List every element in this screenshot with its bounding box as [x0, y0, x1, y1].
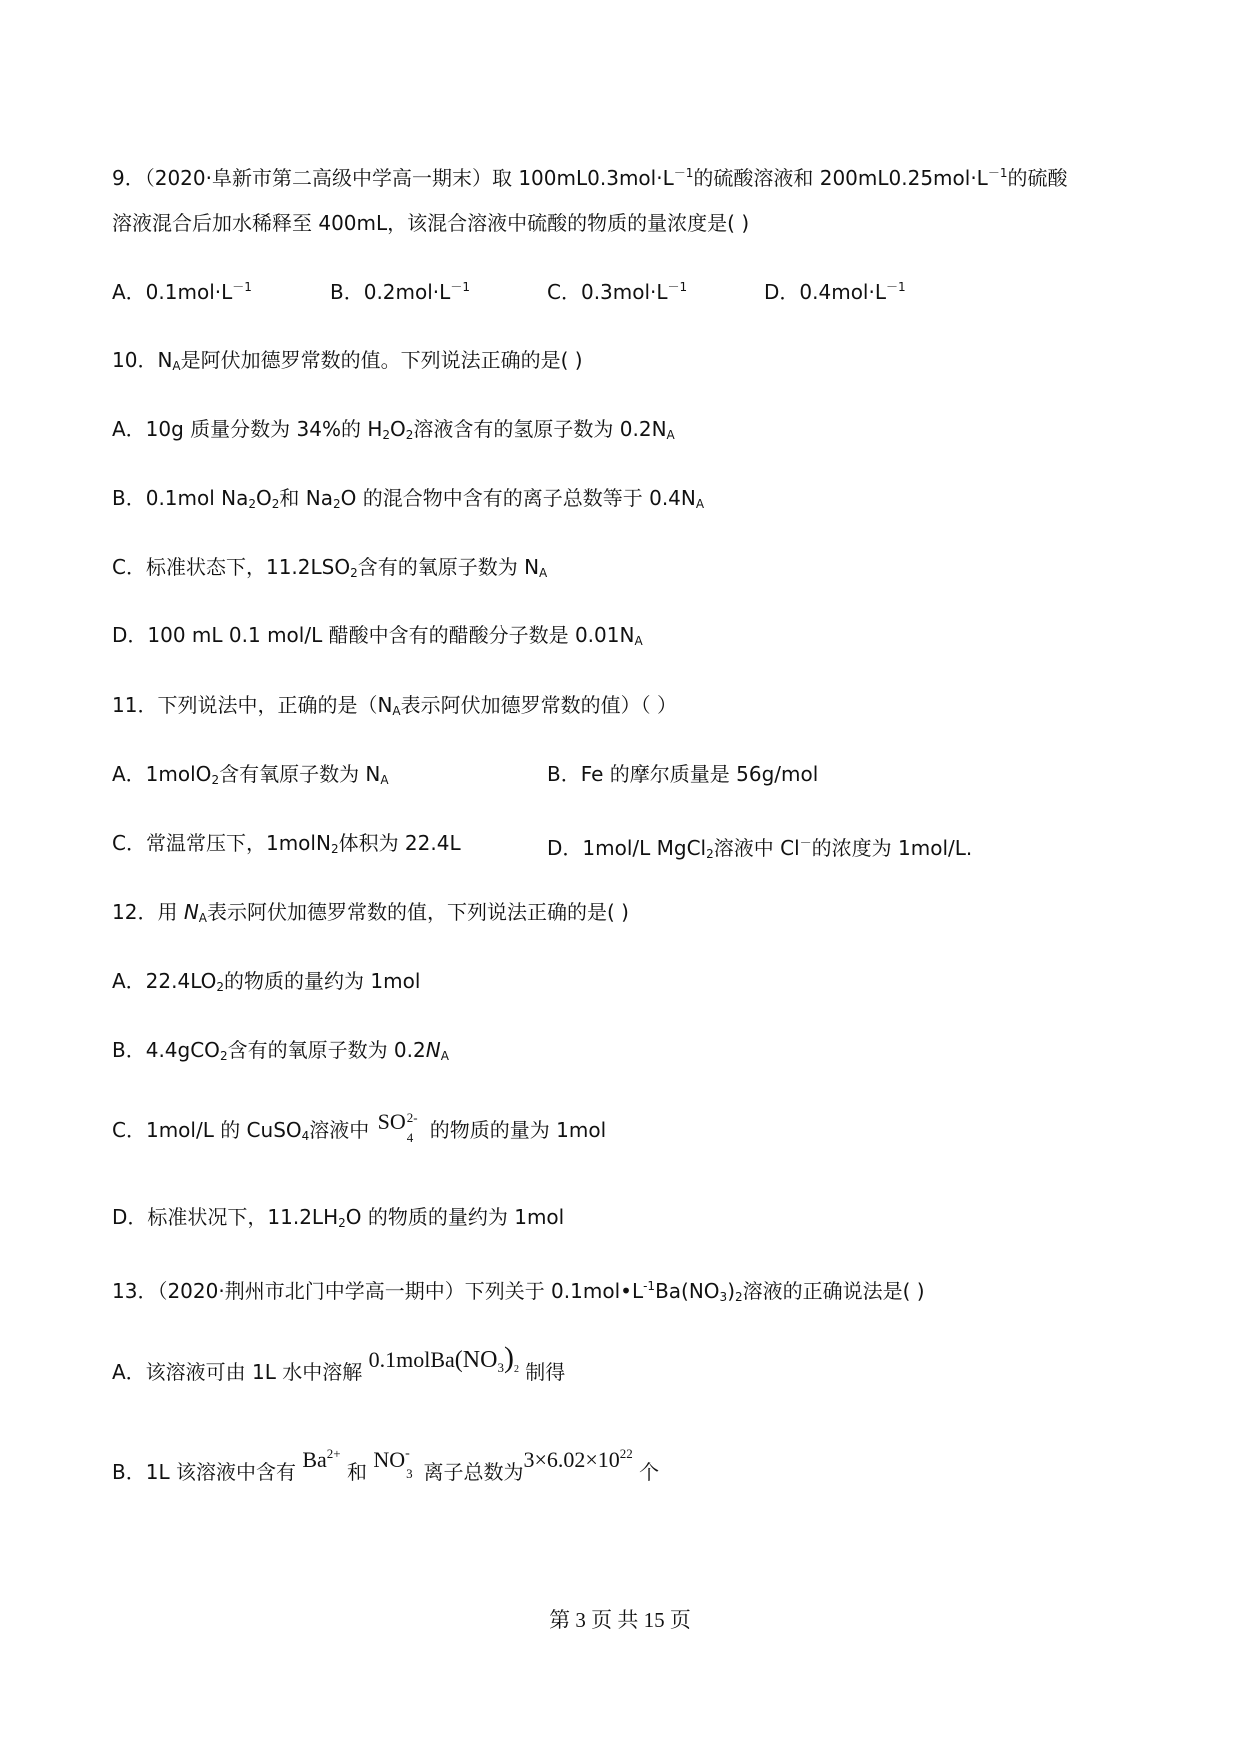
q12-option-d	[112, 1202, 564, 1238]
barium-ion-formula	[302, 1447, 340, 1472]
option-text: 溶液含有的氢原子数为 0.2N	[413, 417, 667, 441]
q9-text: 9．（2020·阜新市第二高级中学高一期末）取 100mL0.3mol·L	[112, 166, 674, 190]
formula-text: 3×6.02×10	[523, 1447, 620, 1472]
q9-stem-line-2: 溶液混合后加水稀释至 400mL，该混合溶液中硫酸的物质的量浓度是( )	[112, 211, 750, 235]
q11-option-d	[547, 828, 972, 869]
subscript: A	[539, 566, 548, 580]
q13-stem	[112, 1271, 925, 1312]
superscript: －1	[450, 280, 470, 294]
option-text: 含有的氧原子数为 0.2	[227, 1038, 426, 1062]
subscript: A	[198, 911, 207, 925]
q11-text: 表示阿伏加德罗常数的值）（ ）	[400, 693, 677, 717]
subscript: 2	[338, 1216, 346, 1230]
subscript: 2	[405, 428, 414, 442]
option-text: 含有的氧原子数为 N	[357, 555, 540, 579]
option-text: B．1L 该溶液中含有	[112, 1460, 303, 1484]
q9-text: 的硫酸	[1007, 166, 1068, 190]
subscript: A	[695, 497, 705, 511]
barium-nitrate-formula	[368, 1341, 519, 1375]
option-text: B．4.4gCO	[112, 1038, 220, 1062]
subscript: 2	[211, 773, 220, 787]
q9-stem-line-1	[112, 158, 1067, 193]
subscript: 2	[350, 566, 358, 580]
option-text: O 的物质的量约为 1mol	[345, 1205, 565, 1229]
subscript: 2	[735, 1290, 743, 1304]
q12-option-a	[112, 966, 420, 1002]
subscript: 2	[706, 847, 714, 861]
subscript: A	[634, 634, 643, 648]
q10-stem	[112, 345, 583, 381]
option-text: 的物质的量约为 1mol	[224, 969, 421, 993]
formula-text: 0.1molBa	[368, 1347, 455, 1372]
option-text: 体积为 22.4L	[338, 831, 461, 855]
formula-text: (NO	[454, 1347, 498, 1373]
superscript: －1	[987, 166, 1008, 180]
superscript: -	[405, 1445, 410, 1461]
subscript: 2	[219, 1049, 228, 1063]
option-text: D．1mol/L MgCl	[547, 836, 707, 860]
option-text: 的物质的量为 1mol	[429, 1118, 607, 1142]
q9-option-c	[547, 272, 687, 307]
formula-text: )	[503, 1341, 514, 1374]
subscript: A	[666, 428, 675, 442]
option-text: 溶液中	[309, 1118, 370, 1142]
q13-option-b	[112, 1445, 660, 1489]
formula-text: SO	[377, 1109, 406, 1134]
option-text: C．0.3mol·L	[547, 280, 668, 304]
q12-option-c	[112, 1109, 607, 1151]
option-text: C．1mol/L 的 CuSO	[112, 1118, 302, 1142]
subscript: 3	[497, 1360, 504, 1375]
option-text: O 的混合物中含有的离子总数等于 0.4N	[340, 486, 696, 510]
q11-stem	[112, 690, 677, 726]
formula-text: NO	[373, 1447, 406, 1472]
superscript: －1	[673, 166, 694, 180]
superscript: 2+	[326, 1446, 341, 1461]
q9-option-d	[764, 272, 906, 307]
subscript: A	[380, 773, 389, 787]
option-text: D．0.4mol·L	[764, 280, 886, 304]
q13-text: )	[727, 1279, 735, 1303]
option-text: A．该溶液可由 1L 水中溶解	[112, 1360, 369, 1384]
option-text: A．1molO	[112, 762, 212, 786]
option-text: D．100 mL 0.1 mol/L 醋酸中含有的醋酸分子数是 0.01N	[112, 623, 635, 647]
subscript: 2	[382, 428, 391, 442]
option-text: 和 Na	[279, 486, 333, 510]
subscript: 4	[406, 1129, 414, 1145]
option-text: A．0.1mol·L	[112, 280, 233, 304]
superscript: －1	[667, 280, 688, 294]
superscript: －1	[885, 280, 906, 294]
ion-count-expression	[523, 1447, 632, 1472]
subscript: 2	[333, 497, 341, 511]
superscript: -1	[643, 1279, 656, 1293]
q9-text: 的硫酸溶液和 200mL0.25mol·L	[693, 166, 988, 190]
page-number-footer: 第 3 页 共 15 页	[549, 1608, 691, 1632]
subscript: A	[440, 1049, 449, 1063]
q11-option-a	[112, 759, 389, 795]
formula-text: Ba	[302, 1447, 327, 1472]
subscript: A	[172, 359, 181, 373]
subscript: 4	[301, 1129, 310, 1143]
q10-option-c	[112, 552, 547, 588]
option-text: O	[256, 486, 272, 510]
q12-text: 12．用	[112, 900, 184, 924]
option-text: 离子总数为	[417, 1460, 524, 1484]
option-text: 含有氧原子数为 N	[219, 762, 381, 786]
subscript: 2	[248, 497, 257, 511]
option-text: 的浓度为 1mol/L.	[811, 836, 973, 860]
q13-text: 溶液的正确说法是( )	[742, 1279, 925, 1303]
option-text: B．0.2mol·L	[330, 280, 451, 304]
option-text: 制得	[518, 1360, 566, 1384]
sulfate-ion-formula	[377, 1107, 420, 1145]
q11-option-c	[112, 828, 461, 864]
subscript: 2	[271, 497, 280, 511]
q9-option-b	[330, 272, 470, 307]
q10-option-b	[112, 483, 704, 519]
option-text: 和	[340, 1460, 374, 1484]
q12-text: 表示阿伏加德罗常数的值，下列说法正确的是( )	[207, 900, 629, 924]
q13-text: Ba(NO	[655, 1279, 720, 1303]
q13-text: 13．（2020·荆州市北门中学高一期中）下列关于 0.1mol•L	[112, 1279, 644, 1303]
option-text: C．常温常压下，1molN	[112, 831, 331, 855]
ion-script-stack	[405, 1445, 417, 1481]
ion-script-stack	[406, 1109, 420, 1145]
q10-text: 是阿伏加德罗常数的值。下列说法正确的是( )	[180, 348, 583, 372]
subscript: 2	[513, 1364, 519, 1375]
subscript: 2	[330, 842, 339, 856]
option-text: A．22.4LO	[112, 969, 217, 993]
superscript: －1	[232, 280, 252, 294]
option-text: N	[425, 1038, 441, 1062]
superscript: 22	[619, 1446, 633, 1461]
q11-option-b: B．Fe 的摩尔质量是 56g/mol	[547, 762, 819, 786]
nitrate-ion-formula	[373, 1445, 417, 1481]
q12-stem	[112, 897, 629, 933]
q11-text: 11．下列说法中，正确的是（N	[112, 693, 393, 717]
q10-option-d	[112, 620, 643, 656]
subscript: 3	[719, 1290, 728, 1304]
q13-option-a	[112, 1341, 566, 1397]
option-text: D．标准状况下，11.2LH	[112, 1205, 339, 1229]
option-text: 溶液中 Cl	[713, 836, 800, 860]
subscript: 2	[216, 980, 225, 994]
superscript: 2-	[406, 1109, 418, 1125]
q12-text: N	[183, 900, 199, 924]
option-text: 个	[632, 1460, 660, 1484]
subscript: A	[392, 704, 401, 718]
q12-option-b	[112, 1035, 449, 1071]
option-text: A．10g 质量分数为 34%的 H	[112, 417, 383, 441]
option-text: O	[390, 417, 406, 441]
option-text: C．标准状态下，11.2LSO	[112, 555, 351, 579]
superscript: －	[799, 836, 812, 850]
subscript: 3	[406, 1465, 413, 1481]
option-text: B．0.1mol Na	[112, 486, 249, 510]
q10-option-a	[112, 414, 675, 450]
q9-option-a	[112, 272, 252, 307]
q10-text: 10．N	[112, 348, 173, 372]
